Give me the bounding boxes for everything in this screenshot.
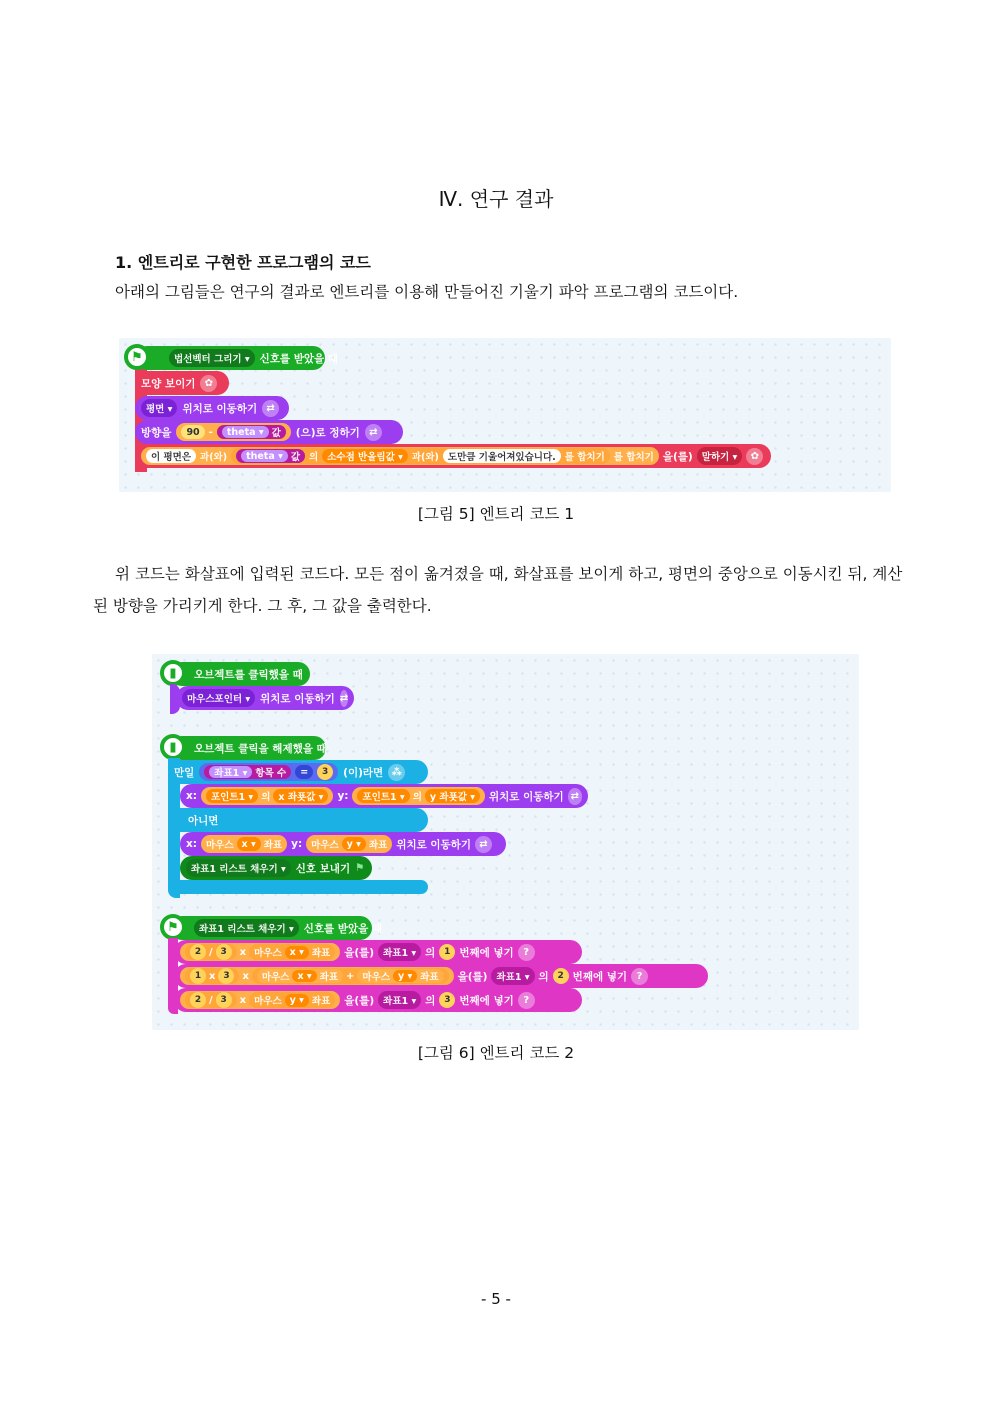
block-label: 을(를) [344, 994, 375, 1007]
description-paragraph: 위 코드는 화살표에 입력된 코드다. 모든 점이 옮겨졌을 때, 화살표를 보이게 하고, 평면의 중앙으로 이동시킨 뒤, 계산된 방향을 가리키게 한다. 그 후, 그 값을 출력한다. [93, 565, 903, 615]
of-label: 의 [425, 946, 436, 959]
block-label: 번째에 넣기 [572, 970, 628, 983]
join-suffix: 를 합치기 [564, 452, 605, 463]
coord-label: 좌표 [263, 840, 283, 851]
block-label: 위치로 이동하기 [260, 692, 335, 705]
data-icon: ? [518, 944, 535, 961]
number-input[interactable]: 3 [216, 944, 232, 960]
block-label: 을(를) [344, 946, 375, 959]
join-suffix: 를 합치기 [613, 452, 654, 463]
variable-block[interactable] [217, 425, 286, 439]
join-label: 과(와) [200, 452, 228, 463]
move-to-xy-block[interactable] [180, 832, 506, 856]
block-label: 을(를) [457, 970, 488, 983]
code-panel-figure6 [152, 654, 859, 1030]
looks-icon: ✿ [200, 375, 217, 392]
add-operator [252, 968, 449, 984]
block-label: 오브젝트를 클릭했을 때 [194, 668, 303, 681]
multiply-operator-inner [185, 968, 239, 984]
of-label: 의 [261, 792, 271, 803]
operator-symbol: x [239, 994, 247, 1006]
coord-label: 좌표 [319, 972, 339, 983]
block-label: 위치로 이동하기 [489, 790, 564, 803]
mouse-icon: ▮ [160, 734, 186, 760]
when-signal-received-block[interactable] [135, 346, 338, 370]
mouse-icon: ▮ [160, 660, 186, 686]
mouse-label: 마우스 [254, 996, 282, 1007]
join-inner [231, 448, 610, 464]
operator-symbol: x [209, 970, 216, 982]
operator-symbol: / [209, 994, 213, 1006]
subtract-operator [176, 423, 290, 441]
else-arm [168, 808, 428, 832]
motion-icon: ⇄ [568, 788, 582, 805]
motion-icon: ⇄ [365, 424, 382, 441]
move-to-block[interactable] [176, 686, 354, 710]
code-panel-figure5 [119, 338, 891, 492]
text-input[interactable]: 이 평면은 [146, 449, 196, 463]
list-dropdown[interactable]: 좌표1 ▾ [491, 967, 534, 985]
divide-operator [185, 944, 237, 960]
variable-block[interactable] [236, 449, 305, 463]
number-input[interactable]: 90 [181, 425, 204, 439]
sub-title: 1. 엔트리로 구현한 프로그램의 코드 [115, 253, 371, 272]
text-input[interactable]: 도만큼 기울어져있습니다. [443, 449, 561, 463]
signal-dropdown[interactable]: 좌표1 리스트 채우기 ▾ [194, 919, 299, 937]
number-input[interactable]: 3 [317, 764, 333, 780]
list-dropdown[interactable]: 좌표1 ▾ [378, 943, 421, 961]
motion-icon: ⇄ [340, 690, 348, 707]
coord-label: 좌표 [420, 972, 439, 983]
mouse-y-block [249, 992, 335, 1008]
mouse-y-block [357, 969, 443, 983]
coord-label: 좌표 [368, 840, 388, 851]
block-label: 모양 보이기 [141, 377, 196, 390]
variable-value-label: 값 [290, 452, 301, 463]
operator-symbol: x [242, 970, 249, 982]
compare-condition [199, 763, 338, 781]
mouse-label: 마우스 [205, 840, 234, 851]
signal-icon: ⚑ [124, 344, 150, 370]
number-input[interactable]: 1 [190, 968, 206, 984]
y-label: y: [291, 838, 303, 850]
index-input[interactable]: 1 [439, 944, 455, 960]
if-label: 만일 [174, 766, 195, 779]
page-number: - 5 - [481, 1290, 511, 1308]
of-label: 의 [309, 452, 319, 463]
signal-dropdown[interactable]: 좌표1 리스트 채우기 ▾ [186, 859, 291, 877]
axis-dropdown[interactable]: y ▾ [285, 994, 309, 1007]
y-label: y: [337, 790, 349, 802]
index-input[interactable]: 2 [553, 968, 569, 984]
coord-label: 좌표 [311, 948, 331, 959]
block-label: (으)로 정하기 [295, 426, 360, 439]
object-dropdown[interactable]: 포인트1 ▾ [206, 789, 258, 803]
data-icon: ? [518, 992, 535, 1009]
of-label: 의 [538, 970, 549, 983]
signal-icon: ⚑ [160, 914, 186, 940]
index-input[interactable]: 3 [439, 992, 455, 1008]
block-label: 을(를) [662, 450, 693, 463]
list-dropdown[interactable]: 좌표1 ▾ [209, 766, 252, 778]
block-label: 신호 보내기 [295, 862, 351, 875]
operator-symbol: x [239, 946, 247, 958]
point-y-block [352, 787, 485, 805]
if-else-block[interactable] [168, 760, 428, 784]
x-label: x: [186, 790, 197, 802]
operator-symbol: + [346, 970, 355, 982]
flow-icon: ⁂ [388, 764, 405, 781]
move-to-xy-block[interactable] [180, 784, 588, 808]
multiply-operator [180, 967, 454, 985]
signal-dropdown[interactable]: 법선벡터 그리기 ▾ [169, 349, 255, 367]
axis-dropdown[interactable]: x ▾ [285, 946, 309, 959]
figure6-caption: [그림 6] 엔트리 코드 2 [417, 1044, 575, 1062]
mouse-y-block [306, 835, 392, 853]
block-label: 번째에 넣기 [459, 946, 514, 959]
broadcast-block[interactable] [180, 856, 372, 880]
flag-icon: ⚑ [355, 862, 365, 874]
axis-dropdown[interactable]: x ▾ [292, 970, 316, 982]
number-input[interactable]: 3 [218, 968, 234, 984]
mouse-x-block [201, 835, 287, 853]
if-else-footer [168, 880, 428, 894]
block-label: 위치로 이동하기 [396, 838, 471, 851]
x-label: x: [186, 838, 197, 850]
when-signal-received-block[interactable] [170, 916, 383, 940]
join-label: 과(와) [411, 452, 439, 463]
move-to-block[interactable] [135, 396, 289, 420]
property-dropdown[interactable]: x 좌푯값 ▾ [273, 789, 328, 803]
else-label: 아니면 [188, 814, 219, 827]
mouse-label: 마우스 [311, 840, 339, 851]
motion-icon: ⇄ [475, 836, 492, 853]
list-count-label: 항목 수 [255, 768, 287, 779]
show-shape-block[interactable] [135, 371, 229, 395]
block-label: 신호를 받았을 때 [303, 922, 383, 935]
join-outer [141, 447, 659, 465]
block-label: 신호를 받았을 때 [259, 352, 338, 365]
when-click-released-block[interactable] [170, 736, 326, 760]
point-x-block [201, 787, 333, 805]
variable-dropdown[interactable]: theta ▾ [222, 426, 269, 438]
looks-icon: ✿ [746, 448, 763, 465]
mouse-label: 마우스 [254, 948, 282, 959]
mouse-label: 마우스 [261, 972, 290, 983]
list-length-block[interactable] [204, 765, 291, 779]
insert-item-block[interactable] [174, 940, 582, 964]
divide-operator [185, 992, 237, 1008]
data-icon: ? [631, 968, 648, 985]
section-title: Ⅳ. 연구 결과 [438, 187, 554, 211]
round-dropdown[interactable]: 소수점 반올림값 ▾ [322, 449, 408, 463]
intro-paragraph: 아래의 그림들은 연구의 결과로 엔트리를 이용해 만들어진 기울기 파악 프로그램의 코드이다. [115, 283, 739, 301]
operator-symbol: - [208, 426, 213, 438]
block-label: 위치로 이동하기 [182, 402, 258, 415]
block-label: 방향을 [141, 426, 172, 439]
when-object-clicked-block[interactable] [170, 662, 310, 686]
number-input[interactable]: 2 [190, 992, 206, 1008]
number-input[interactable]: 2 [190, 944, 206, 960]
insert-item-block[interactable] [174, 964, 708, 988]
motion-icon: ⇄ [262, 400, 279, 417]
mouse-x-block [257, 969, 343, 983]
set-direction-block[interactable] [135, 420, 403, 444]
list-dropdown[interactable]: 좌표1 ▾ [378, 991, 421, 1009]
block-label: 오브젝트 클릭을 해제했을 때 [194, 742, 327, 755]
property-dropdown[interactable]: y 좌푯값 ▾ [425, 789, 480, 803]
variable-dropdown[interactable]: theta ▾ [241, 450, 288, 462]
comparator-dropdown[interactable]: = [295, 765, 313, 779]
of-label: 의 [412, 792, 422, 803]
of-label: 의 [425, 994, 436, 1007]
mouse-x-block [249, 944, 335, 960]
block-label: 번째에 넣기 [459, 994, 514, 1007]
variable-value-label: 값 [271, 428, 281, 439]
say-mode-dropdown[interactable]: 말하기 ▾ [697, 447, 743, 465]
number-input[interactable]: 3 [216, 992, 232, 1008]
multiply-operator [180, 943, 340, 961]
operator-symbol: / [209, 946, 213, 958]
axis-dropdown[interactable]: y ▾ [342, 837, 366, 851]
axis-dropdown[interactable]: x ▾ [237, 837, 261, 851]
axis-dropdown[interactable]: y ▾ [393, 970, 417, 982]
then-label: (이)라면 [343, 766, 384, 779]
multiply-operator [180, 991, 340, 1009]
target-dropdown[interactable]: 마우스포인터 ▾ [182, 689, 255, 707]
say-block[interactable] [135, 444, 771, 468]
target-dropdown[interactable]: 평면 ▾ [141, 399, 177, 417]
mouse-label: 마우스 [362, 972, 390, 983]
object-dropdown[interactable]: 포인트1 ▾ [357, 789, 409, 803]
figure5-caption: [그림 5] 엔트리 코드 1 [417, 505, 575, 523]
insert-item-block[interactable] [174, 988, 582, 1012]
coord-label: 좌표 [311, 996, 331, 1007]
